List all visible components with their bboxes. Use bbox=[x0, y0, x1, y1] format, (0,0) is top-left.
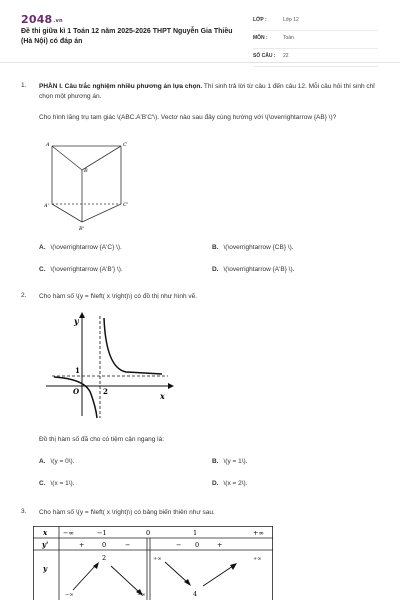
y-value: +∞ bbox=[153, 556, 162, 562]
option-letter: B. bbox=[212, 244, 219, 251]
option-letter: D. bbox=[212, 266, 219, 273]
question-number: 1. bbox=[21, 82, 27, 89]
sign-value: + bbox=[217, 541, 223, 549]
y-value: 4 bbox=[193, 590, 198, 598]
option-text: \(\overrightarrow {A'B} \). bbox=[223, 266, 295, 273]
x-value: −∞ bbox=[63, 529, 74, 537]
row-label-y: y bbox=[43, 564, 48, 573]
prism-figure bbox=[44, 140, 134, 235]
vertex-label-a-prime: A' bbox=[44, 203, 49, 209]
vertex-label-c-prime: C' bbox=[123, 202, 129, 208]
sign-value: 0 bbox=[102, 541, 107, 549]
y-value: −∞ bbox=[65, 592, 74, 598]
vertex-label-b-prime: B' bbox=[79, 226, 85, 230]
x-axis-label: x bbox=[160, 391, 165, 401]
origin-label: O bbox=[73, 387, 80, 396]
question-subtext: Đồ thị hàm số đã cho có tiệm cận ngang là: bbox=[39, 436, 165, 443]
option-letter: C. bbox=[39, 480, 46, 487]
vertex-label-b: B bbox=[84, 168, 88, 174]
y-value: +∞ bbox=[253, 556, 262, 562]
header bbox=[0, 0, 400, 63]
logo-text: 2048 bbox=[21, 13, 53, 26]
option-letter: A. bbox=[39, 244, 46, 251]
sign-value: − bbox=[176, 541, 182, 549]
option-d[interactable] bbox=[212, 266, 294, 273]
x-value: +∞ bbox=[253, 529, 264, 537]
meta-value: 22 bbox=[283, 53, 289, 59]
site-logo[interactable] bbox=[21, 13, 63, 26]
option-d[interactable] bbox=[212, 480, 248, 487]
question-text: Cho hàm số \(y = f\left( x \right)\) có đồ thị như hình vẽ. bbox=[39, 293, 198, 300]
meta-row-count bbox=[253, 49, 378, 67]
y-value: −∞ bbox=[137, 592, 146, 598]
y-value: 2 bbox=[102, 554, 107, 562]
section-heading: PHẦN I. Câu trắc nghiệm nhiều phương án lựa chọn. bbox=[39, 83, 203, 90]
question-number: 2. bbox=[21, 292, 27, 299]
function-graph bbox=[44, 310, 174, 425]
option-letter: B. bbox=[212, 458, 219, 465]
option-text: \(x = 1\). bbox=[50, 480, 75, 487]
variation-table bbox=[33, 526, 273, 605]
sign-value: − bbox=[125, 541, 131, 549]
option-a[interactable] bbox=[39, 244, 122, 251]
x-value: 1 bbox=[193, 529, 198, 537]
meta-key: MÔN : bbox=[253, 35, 268, 41]
meta-value: Toán bbox=[283, 35, 294, 41]
row-label-y-prime: y' bbox=[42, 540, 49, 549]
option-text: \(\overrightarrow {A'B'} \). bbox=[50, 266, 123, 273]
sign-value: + bbox=[79, 541, 85, 549]
meta-row-subject bbox=[253, 31, 378, 49]
tick-label-two: 2 bbox=[103, 387, 108, 396]
option-letter: A. bbox=[39, 458, 46, 465]
option-text: \(y = 0\). bbox=[50, 458, 75, 465]
question-text: Cho hình lăng trụ tam giác \(ABC.A'B'C'\). Vectơ nào sau đây cùng hướng với \(\overrightarrow {AB} \)? bbox=[39, 114, 337, 121]
prism-diagram bbox=[44, 140, 134, 230]
option-letter: C. bbox=[39, 266, 46, 273]
intro-text: Thí sinh trả lời từ câu 1 đến câu 12. Mỗi câu hỏi thí sinh chỉ chọn một phương án. bbox=[39, 83, 375, 100]
option-letter: D. bbox=[212, 480, 219, 487]
x-value: −1 bbox=[97, 529, 107, 537]
question-text: Cho hàm số \(y = f\left( x \right)\) có bảng biến thiên như sau. bbox=[39, 509, 215, 516]
meta-key: LỚP : bbox=[253, 17, 267, 23]
meta-row-class bbox=[253, 13, 378, 31]
logo-tld: .vn bbox=[53, 18, 63, 24]
option-c[interactable] bbox=[39, 266, 123, 273]
x-value: 0 bbox=[146, 529, 151, 537]
option-text: \(y = 1\). bbox=[223, 458, 248, 465]
option-text: \(x = 2\). bbox=[223, 480, 248, 487]
sign-value: 0 bbox=[195, 541, 200, 549]
tick-label-one: 1 bbox=[75, 366, 80, 375]
vertex-label-c: C bbox=[123, 142, 127, 148]
vertex-label-a: A bbox=[46, 142, 50, 148]
option-b[interactable] bbox=[212, 244, 294, 251]
row-label-x: x bbox=[43, 528, 48, 537]
meta-value: Lớp 12 bbox=[283, 17, 299, 23]
meta-key: SỐ CÂU : bbox=[253, 53, 276, 59]
variation-table-svg bbox=[33, 526, 273, 600]
option-text: \(\overrightarrow {CB} \). bbox=[223, 244, 294, 251]
option-text: \(\overrightarrow {A'C} \). bbox=[50, 244, 122, 251]
option-b[interactable] bbox=[212, 458, 248, 465]
meta-panel bbox=[253, 13, 378, 67]
graph-svg bbox=[44, 310, 174, 420]
option-a[interactable] bbox=[39, 458, 75, 465]
question-number: 3. bbox=[21, 508, 27, 515]
option-c[interactable] bbox=[39, 480, 75, 487]
question-intro bbox=[39, 82, 379, 102]
y-axis-label: y bbox=[74, 316, 79, 326]
document-title: Đề thi giữa kì 1 Toán 12 năm 2025-2026 THPT Nguyễn Gia Thiều (Hà Nội) có đáp án bbox=[21, 28, 233, 45]
